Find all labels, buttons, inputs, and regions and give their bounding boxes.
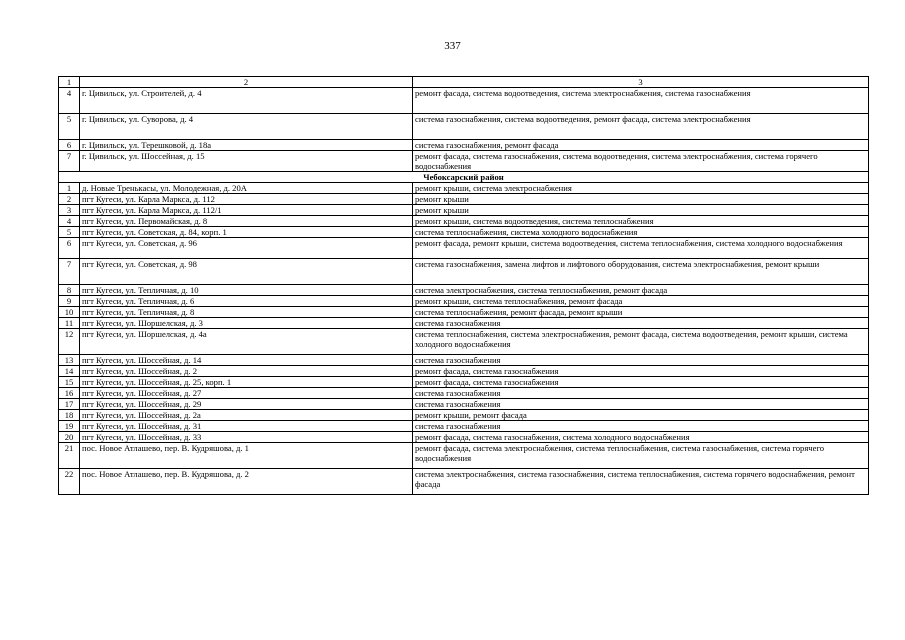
row-number: 16 <box>59 388 80 399</box>
row-number: 4 <box>59 216 80 227</box>
table-row <box>59 216 869 227</box>
row-address: д. Новые Тренькасы, ул. Молодежная, д. 20А <box>80 183 413 194</box>
row-works: ремонт фасада, система газоснабжения, система водоотведения, система электроснабжения, система горячего водоснабжения <box>413 151 869 172</box>
row-number: 18 <box>59 410 80 421</box>
row-address: пгт Кугеси, ул. Советская, д. 84, корп. 1 <box>80 227 413 238</box>
row-number: 11 <box>59 318 80 329</box>
row-works: система газоснабжения <box>413 388 869 399</box>
row-works: ремонт фасада, ремонт крыши, система водоотведения, система теплоснабжения, система холодного водоснабжения <box>413 238 869 259</box>
row-address: пгт Кугеси, ул. Шоссейная, д. 27 <box>80 388 413 399</box>
row-address: г. Цивильск, ул. Шоссейная, д. 15 <box>80 151 413 172</box>
row-address: г. Цивильск, ул. Суворова, д. 4 <box>80 114 413 140</box>
row-number: 5 <box>59 114 80 140</box>
row-number: 3 <box>59 205 80 216</box>
repair-program-table <box>58 76 869 495</box>
row-address: пгт Кугеси, ул. Тепличная, д. 6 <box>80 296 413 307</box>
row-number: 13 <box>59 355 80 366</box>
row-number: 5 <box>59 227 80 238</box>
row-number: 20 <box>59 432 80 443</box>
table-row <box>59 366 869 377</box>
row-address: пгт Кугеси, ул. Тепличная, д. 8 <box>80 307 413 318</box>
table-row <box>59 355 869 366</box>
row-works: ремонт крыши, система водоотведения, система теплоснабжения <box>413 216 869 227</box>
row-address: пос. Новое Атлашево, пер. В. Кудряшова, д. 2 <box>80 469 413 495</box>
row-works: ремонт фасада, система газоснабжения <box>413 377 869 388</box>
row-number: 19 <box>59 421 80 432</box>
column-number-header: 1 <box>59 77 80 88</box>
row-number: 17 <box>59 399 80 410</box>
row-number: 10 <box>59 307 80 318</box>
table-row <box>59 151 869 172</box>
row-address: пгт Кугеси, ул. Карла Маркса, д. 112 <box>80 194 413 205</box>
row-works: ремонт крыши, ремонт фасада <box>413 410 869 421</box>
column-works-header: 3 <box>413 77 869 88</box>
row-number: 2 <box>59 194 80 205</box>
row-address: пгт Кугеси, ул. Шоршелская, д. 3 <box>80 318 413 329</box>
row-works: система теплоснабжения, ремонт фасада, ремонт крыши <box>413 307 869 318</box>
row-address: пгт Кугеси, ул. Шоссейная, д. 33 <box>80 432 413 443</box>
row-works: система электроснабжения, система газоснабжения, система теплоснабжения, система горячего водоснабжения, ремонт фасада <box>413 469 869 495</box>
row-number: 12 <box>59 329 80 355</box>
table-row <box>59 421 869 432</box>
row-number: 6 <box>59 140 80 151</box>
table-row <box>59 329 869 355</box>
row-works: ремонт крыши, система теплоснабжения, ремонт фасада <box>413 296 869 307</box>
table-row <box>59 296 869 307</box>
row-number: 7 <box>59 259 80 285</box>
row-works: ремонт крыши <box>413 194 869 205</box>
row-works: система газоснабжения <box>413 318 869 329</box>
table-row <box>59 377 869 388</box>
row-address: пгт Кугеси, ул. Тепличная, д. 10 <box>80 285 413 296</box>
table-row <box>59 88 869 114</box>
row-works: система газоснабжения, система водоотведения, ремонт фасада, система электроснабжения <box>413 114 869 140</box>
table-row <box>59 227 869 238</box>
row-address: пгт Кугеси, ул. Шоссейная, д. 31 <box>80 421 413 432</box>
row-number: 15 <box>59 377 80 388</box>
section-title: Чебоксарский район <box>59 172 869 183</box>
row-works: ремонт крыши, система электроснабжения <box>413 183 869 194</box>
table-row <box>59 318 869 329</box>
row-number: 8 <box>59 285 80 296</box>
row-address: г. Цивильск, ул. Терешковой, д. 18а <box>80 140 413 151</box>
page-number: 337 <box>444 40 461 52</box>
row-address: пгт Кугеси, ул. Карла Маркса, д. 112/1 <box>80 205 413 216</box>
table-row <box>59 259 869 285</box>
row-address: пгт Кугеси, ул. Шоссейная, д. 2а <box>80 410 413 421</box>
row-works: ремонт крыши <box>413 205 869 216</box>
table-row <box>59 205 869 216</box>
row-address: пгт Кугеси, ул. Первомайская, д. 8 <box>80 216 413 227</box>
row-works: ремонт фасада, система водоотведения, система электроснабжения, система газоснабжения <box>413 88 869 114</box>
table-row <box>59 194 869 205</box>
row-number: 7 <box>59 151 80 172</box>
table-row <box>59 285 869 296</box>
row-address: пгт Кугеси, ул. Советская, д. 96 <box>80 238 413 259</box>
row-address: пгт Кугеси, ул. Шоссейная, д. 14 <box>80 355 413 366</box>
row-works: система теплоснабжения, система электроснабжения, ремонт фасада, система водоотведения, ремонт крыши, система холодного водоснабжения <box>413 329 869 355</box>
table-row <box>59 388 869 399</box>
row-address: г. Цивильск, ул. Строителей, д. 4 <box>80 88 413 114</box>
row-address: пгт Кугеси, ул. Шоссейная, д. 29 <box>80 399 413 410</box>
table-row <box>59 238 869 259</box>
row-works: ремонт фасада, система газоснабжения, система холодного водоснабжения <box>413 432 869 443</box>
table-row <box>59 399 869 410</box>
table-row <box>59 443 869 469</box>
row-works: ремонт фасада, система газоснабжения <box>413 366 869 377</box>
row-number: 1 <box>59 183 80 194</box>
row-address: пгт Кугеси, ул. Советская, д. 98 <box>80 259 413 285</box>
table-row <box>59 432 869 443</box>
row-works: система газоснабжения <box>413 399 869 410</box>
row-works: система теплоснабжения, система холодного водоснабжения <box>413 227 869 238</box>
row-works: ремонт фасада, система электроснабжения, система теплоснабжения, система газоснабжения, система горячего водоснабжения <box>413 443 869 469</box>
row-address: пос. Новое Атлашево, пер. В. Кудряшова, д. 1 <box>80 443 413 469</box>
row-number: 4 <box>59 88 80 114</box>
row-number: 9 <box>59 296 80 307</box>
table-row <box>59 183 869 194</box>
table-header-row <box>59 77 869 88</box>
row-number: 6 <box>59 238 80 259</box>
row-number: 14 <box>59 366 80 377</box>
table-row <box>59 140 869 151</box>
row-number: 21 <box>59 443 80 469</box>
table-row <box>59 410 869 421</box>
row-address: пгт Кугеси, ул. Шоршелская, д. 4а <box>80 329 413 355</box>
row-works: система газоснабжения <box>413 421 869 432</box>
row-works: система газоснабжения, ремонт фасада <box>413 140 869 151</box>
table-row <box>59 114 869 140</box>
column-address-header: 2 <box>80 77 413 88</box>
table-row <box>59 307 869 318</box>
row-works: система электроснабжения, система теплоснабжения, ремонт фасада <box>413 285 869 296</box>
row-number: 22 <box>59 469 80 495</box>
row-works: система газоснабжения <box>413 355 869 366</box>
row-works: система газоснабжения, замена лифтов и лифтового оборудования, система электроснабжения, ремонт крыши <box>413 259 869 285</box>
row-address: пгт Кугеси, ул. Шоссейная, д. 25, корп. 1 <box>80 377 413 388</box>
row-address: пгт Кугеси, ул. Шоссейная, д. 2 <box>80 366 413 377</box>
table-row <box>59 469 869 495</box>
section-row <box>59 172 869 183</box>
